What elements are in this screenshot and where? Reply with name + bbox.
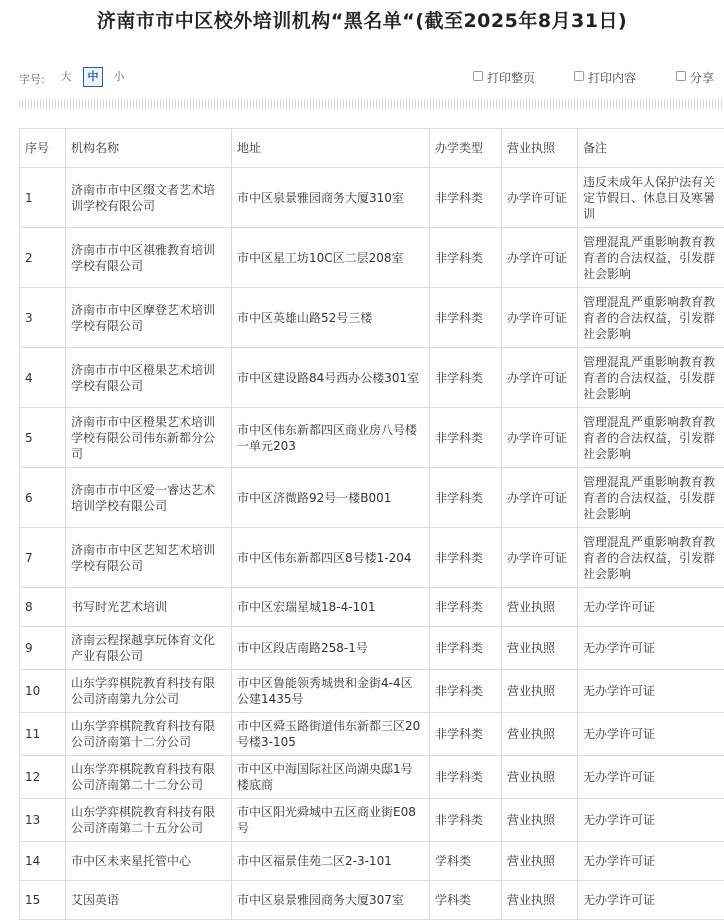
cell-index: 3 [20,288,66,348]
cell-address: 市中区英雄山路52号三楼 [232,288,430,348]
header-address: 地址 [232,129,430,168]
remark-line: 管理混乱严重影响教育教 [583,474,724,490]
header-org-name: 机构名称 [66,129,232,168]
cell-remarks [578,670,724,713]
cell-school-type: 非学科类 [430,528,502,588]
table-row [20,670,724,713]
remark-line: 社会影响 [583,326,724,342]
cell-remarks [578,756,724,799]
cell-remarks [578,881,724,920]
remark-line: 无办学许可证 [583,769,724,785]
cell-org-name: 山东学弈棋院教育科技有限公司济南第二十二分公司 [66,756,232,799]
cell-address: 市中区伟东新都四区商业房八号楼一单元203 [232,408,430,468]
share-button[interactable] [676,69,714,86]
cell-index: 9 [20,627,66,670]
print-page-label: 打印整页 [487,71,535,85]
cell-org-name: 济南市市中区缀文者艺术培训学校有限公司 [66,168,232,228]
cell-remarks [578,528,724,588]
table-row [20,168,724,228]
share-label: 分享 [690,71,714,85]
cell-address: 市中区福景佳苑二区2-3-101 [232,842,430,881]
table-row [20,627,724,670]
cell-school-type: 非学科类 [430,627,502,670]
cell-remarks [578,627,724,670]
table-row [20,799,724,842]
header-license: 营业执照 [502,129,578,168]
cell-org-name: 济南市市中区橙果艺术培训学校有限公司 [66,348,232,408]
cell-index: 11 [20,713,66,756]
table-row [20,228,724,288]
remark-line: 社会影响 [583,566,724,582]
remark-line: 无办学许可证 [583,892,724,908]
cell-license: 营业执照 [502,713,578,756]
table-header-row [20,129,724,168]
cell-school-type: 非学科类 [430,168,502,228]
cell-org-name: 济南市市中区艺知艺术培训学校有限公司 [66,528,232,588]
cell-license: 营业执照 [502,799,578,842]
cell-license: 办学许可证 [502,288,578,348]
table-row [20,348,724,408]
table-row [20,842,724,881]
cell-license: 办学许可证 [502,528,578,588]
cell-remarks [578,468,724,528]
cell-license: 营业执照 [502,881,578,920]
print-content-label: 打印内容 [588,71,636,85]
font-size-label: 字号: [19,71,45,87]
cell-address: 市中区鲁能领秀城贵和金街4-4区公建1435号 [232,670,430,713]
font-size-large-button[interactable]: 大 [57,68,75,86]
cell-school-type: 学科类 [430,842,502,881]
cell-address: 市中区伟东新都四区8号楼1-204 [232,528,430,588]
remark-line: 管理混乱严重影响教育教 [583,414,724,430]
cell-address: 市中区星工坊10C区二层208室 [232,228,430,288]
cell-license: 办学许可证 [502,348,578,408]
table-row [20,408,724,468]
remark-line: 育者的合法权益，引发群 [583,250,724,266]
cell-remarks [578,713,724,756]
cell-remarks [578,588,724,627]
cell-school-type: 非学科类 [430,228,502,288]
table-row [20,588,724,627]
cell-license: 办学许可证 [502,168,578,228]
cell-org-name: 济南市市中区祺雅教育培训学校有限公司 [66,228,232,288]
remark-line: 管理混乱严重影响教育教 [583,234,724,250]
cell-org-name: 市中区未来星托管中心 [66,842,232,881]
cell-remarks [578,348,724,408]
cell-address: 市中区段店南路258-1号 [232,627,430,670]
cell-org-name: 济南市市中区摩登艺术培训学校有限公司 [66,288,232,348]
cell-org-name: 济南云程探越享玩体育文化产业有限公司 [66,627,232,670]
cell-org-name: 济南市市中区爱一睿达艺术培训学校有限公司 [66,468,232,528]
table-row [20,528,724,588]
cell-index: 1 [20,168,66,228]
cell-remarks [578,842,724,881]
remark-line: 社会影响 [583,506,724,522]
cell-address: 市中区建设路84号西办公楼301室 [232,348,430,408]
cell-address: 市中区宏瑞星城18-4-101 [232,588,430,627]
remark-line: 无办学许可证 [583,853,724,869]
cell-license: 办学许可证 [502,228,578,288]
cell-address: 市中区中海国际社区尚湖央邸1号楼底商 [232,756,430,799]
table-row [20,288,724,348]
toolbar [0,66,724,92]
remark-line: 无办学许可证 [583,812,724,828]
remark-line: 育者的合法权益，引发群 [583,550,724,566]
remark-line: 社会影响 [583,266,724,282]
cell-address: 市中区泉景雅园商务大厦310室 [232,168,430,228]
table-row [20,468,724,528]
table-row [20,881,724,920]
cell-school-type: 非学科类 [430,756,502,799]
cell-address: 市中区泉景雅园商务大厦307室 [232,881,430,920]
cell-license: 营业执照 [502,842,578,881]
cell-remarks [578,288,724,348]
cell-index: 15 [20,881,66,920]
cell-index: 6 [20,468,66,528]
remark-line: 无办学许可证 [583,599,724,615]
remark-line: 管理混乱严重影响教育教 [583,354,724,370]
remark-line: 社会影响 [583,386,724,402]
cell-license: 营业执照 [502,670,578,713]
cell-index: 10 [20,670,66,713]
remark-line: 定节假日、休息日及寒暑 [583,190,724,206]
remark-line: 管理混乱严重影响教育教 [583,294,724,310]
cell-school-type: 非学科类 [430,799,502,842]
cell-org-name: 济南市市中区橙果艺术培训学校有限公司伟东新都分公司 [66,408,232,468]
remark-line: 无办学许可证 [583,683,724,699]
cell-address: 市中区阳光舜城中五区商业街E08号 [232,799,430,842]
remark-line: 社会影响 [583,446,724,462]
share-icon [676,71,686,81]
cell-license: 营业执照 [502,588,578,627]
table-row [20,756,724,799]
cell-school-type: 非学科类 [430,468,502,528]
cell-school-type: 非学科类 [430,713,502,756]
header-index: 序号 [20,129,66,168]
cell-index: 4 [20,348,66,408]
header-remarks: 备注 [578,129,724,168]
print-content-button[interactable] [574,69,636,86]
cell-school-type: 非学科类 [430,348,502,408]
cell-license: 营业执照 [502,756,578,799]
cell-org-name: 山东学弈棋院教育科技有限公司济南第十二分公司 [66,713,232,756]
font-size-medium-button[interactable]: 中 [83,67,103,87]
cell-remarks [578,228,724,288]
cell-school-type: 非学科类 [430,670,502,713]
font-size-small-button[interactable]: 小 [110,68,128,86]
remark-line: 违反未成年人保护法有关 [583,174,724,190]
cell-license: 营业执照 [502,627,578,670]
remark-line: 育者的合法权益，引发群 [583,310,724,326]
cell-index: 7 [20,528,66,588]
cell-remarks [578,168,724,228]
blacklist-table [19,128,724,920]
cell-index: 2 [20,228,66,288]
printer-icon [574,71,584,81]
cell-address: 市中区舜玉路街道伟东新都三区20号楼3-105 [232,713,430,756]
cell-school-type: 非学科类 [430,288,502,348]
remark-line: 管理混乱严重影响教育教 [583,534,724,550]
cell-address: 市中区济微路92号一楼B001 [232,468,430,528]
cell-license: 办学许可证 [502,408,578,468]
remark-line: 无办学许可证 [583,726,724,742]
remark-line: 育者的合法权益，引发群 [583,370,724,386]
cell-school-type: 学科类 [430,881,502,920]
cell-remarks [578,799,724,842]
printer-icon [473,71,483,81]
divider [19,99,724,109]
header-school-type: 办学类型 [430,129,502,168]
page-title: 济南市市中区校外培训机构“黑名单“(截至2025年8月31日) [0,6,724,33]
remark-line: 育者的合法权益，引发群 [583,490,724,506]
cell-org-name: 书写时光艺术培训 [66,588,232,627]
cell-index: 14 [20,842,66,881]
cell-org-name: 艾因英语 [66,881,232,920]
cell-index: 8 [20,588,66,627]
cell-index: 5 [20,408,66,468]
remark-line: 训 [583,206,724,222]
cell-school-type: 非学科类 [430,588,502,627]
cell-org-name: 山东学弈棋院教育科技有限公司济南第九分公司 [66,670,232,713]
remark-line: 无办学许可证 [583,640,724,656]
print-page-button[interactable] [473,69,535,86]
cell-school-type: 非学科类 [430,408,502,468]
cell-org-name: 山东学弈棋院教育科技有限公司济南第二十五分公司 [66,799,232,842]
cell-index: 12 [20,756,66,799]
cell-license: 办学许可证 [502,468,578,528]
table-row [20,713,724,756]
cell-remarks [578,408,724,468]
cell-index: 13 [20,799,66,842]
remark-line: 育者的合法权益，引发群 [583,430,724,446]
